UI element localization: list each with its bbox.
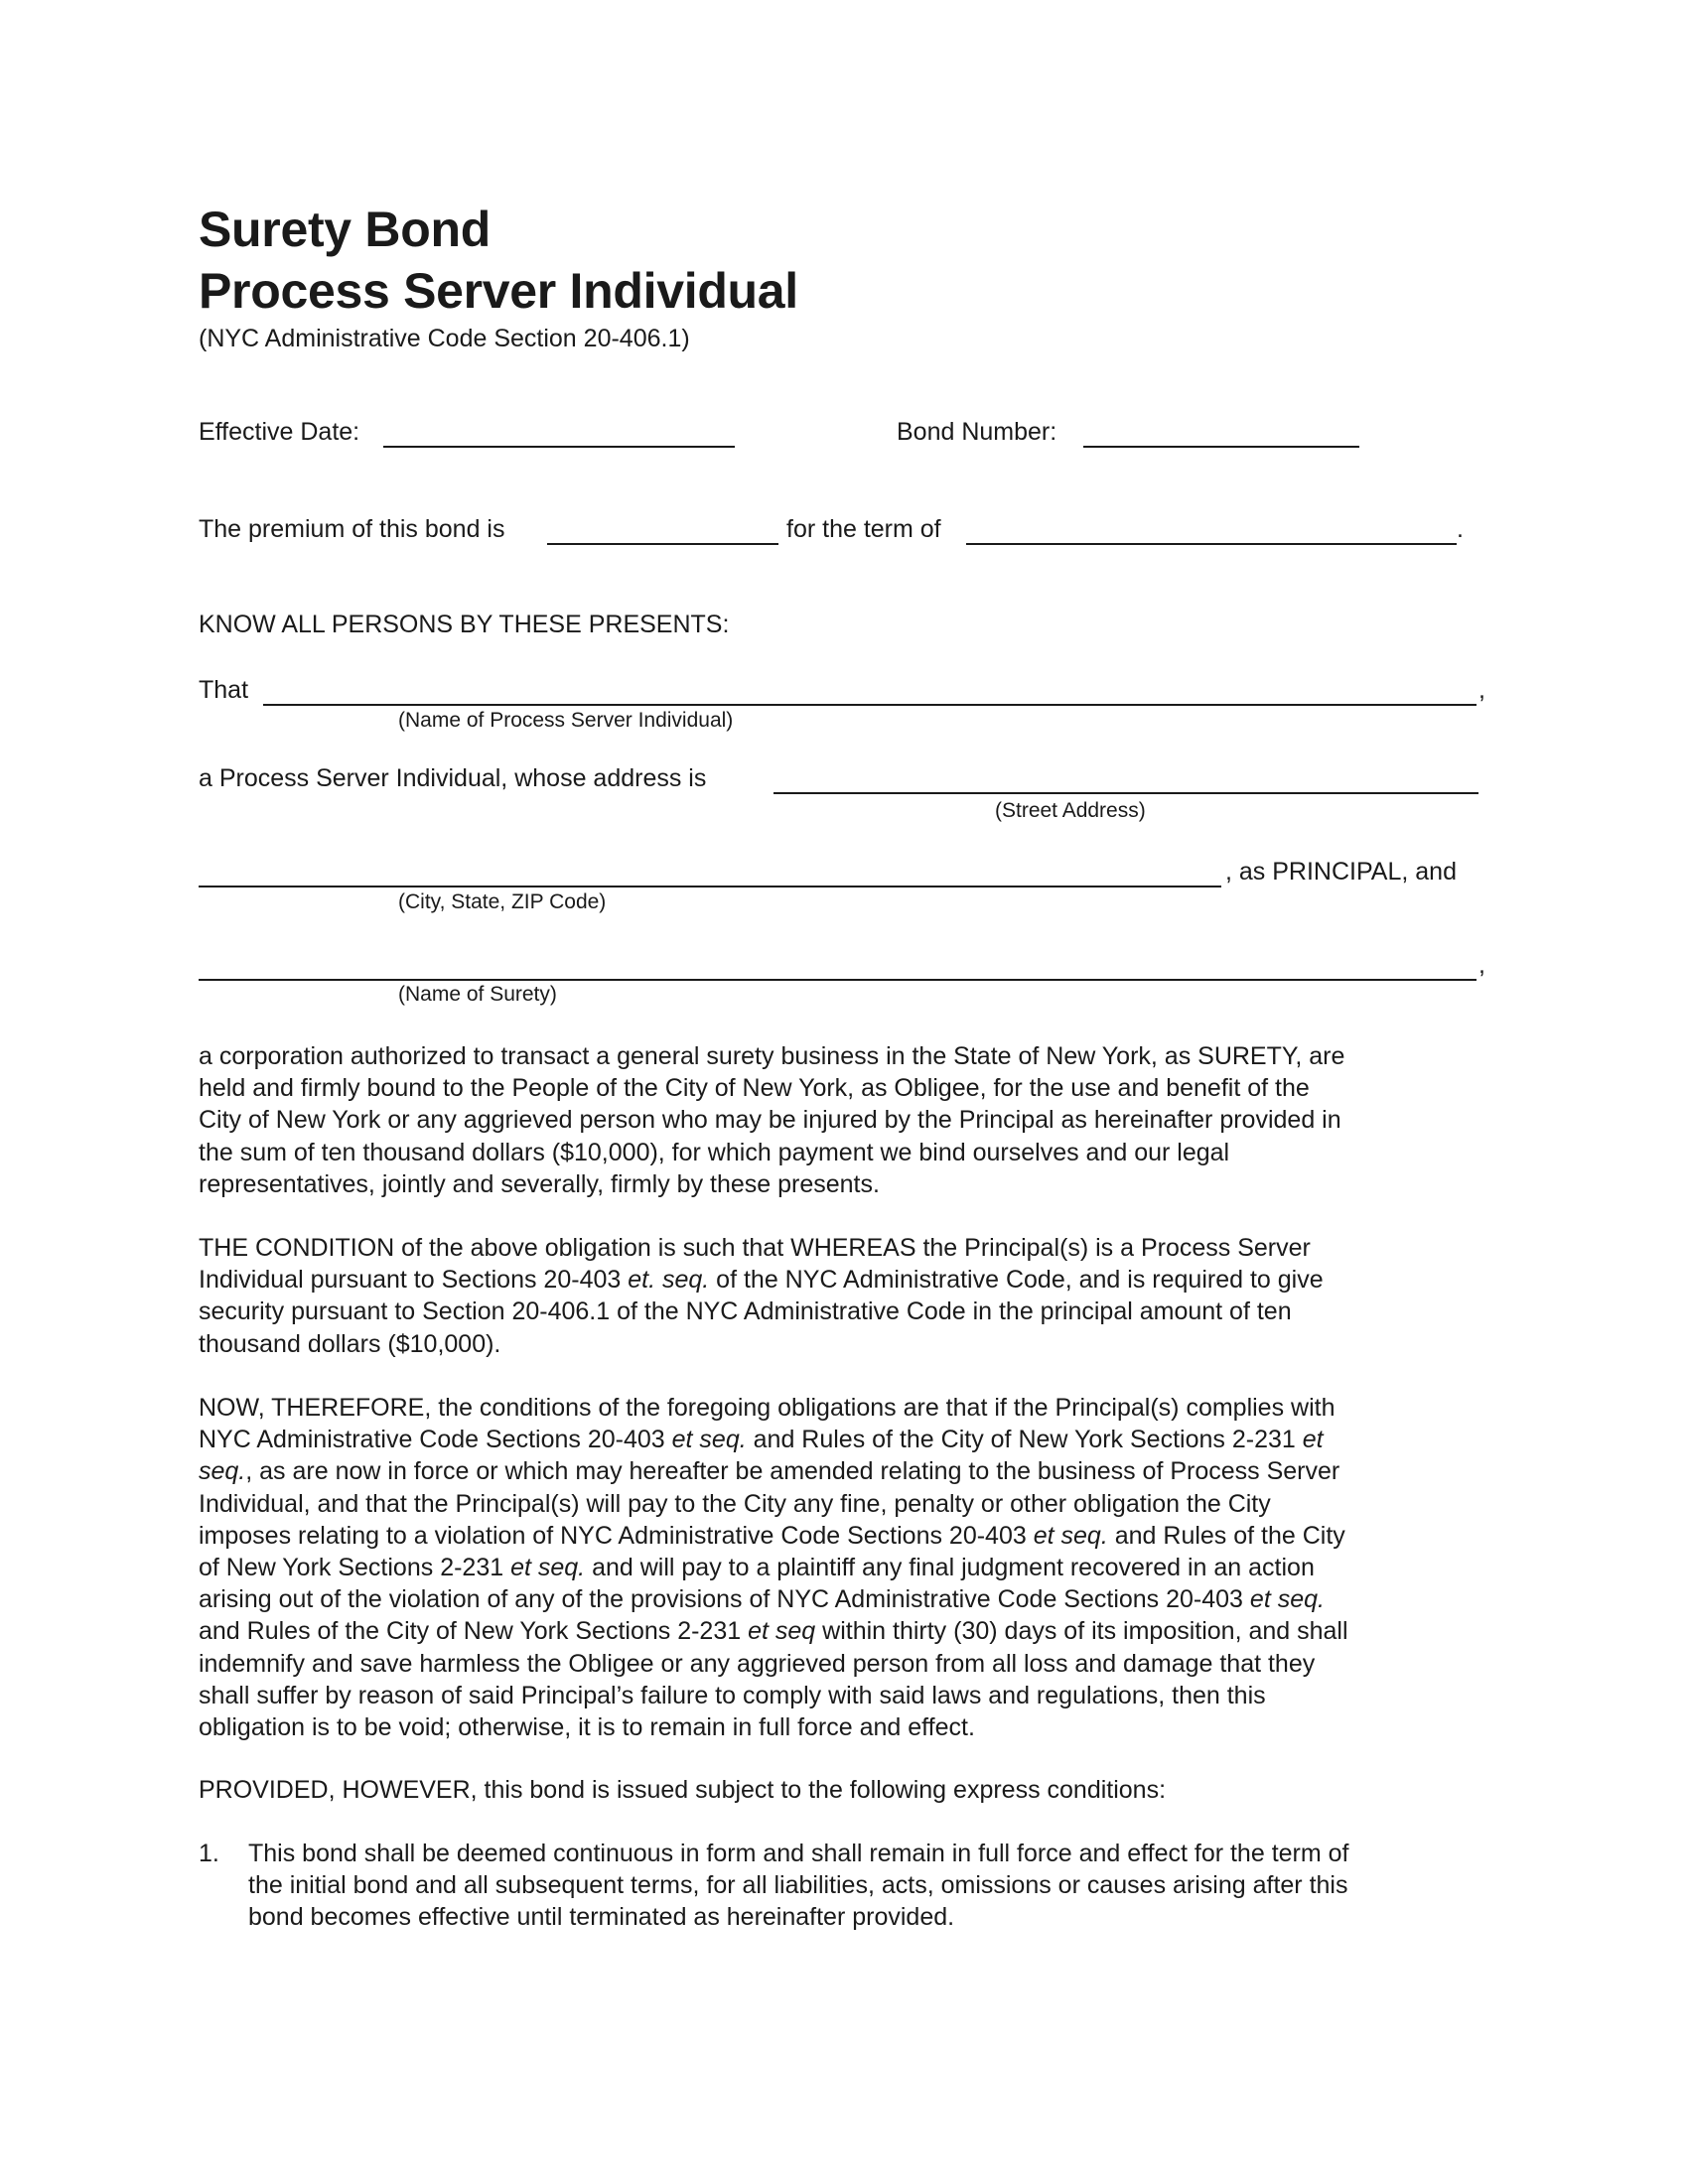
list-item-number: 1. [199,1840,219,1867]
effective-date-label: Effective Date: [199,418,360,446]
paragraph-line: THE CONDITION of the above obligation is such that WHEREAS the Principal(s) is a Process Server [199,1234,1311,1262]
bond-number-field[interactable] [1083,446,1359,448]
paragraph-line: thousand dollars ($10,000). [199,1329,501,1358]
street-address-field[interactable] [774,792,1478,794]
paragraph-line: the sum of ten thousand dollars ($10,000), for which payment we bind ourselves and our legal [199,1138,1230,1166]
city-state-zip-caption: (City, State, ZIP Code) [398,890,607,913]
name-comma: , [1478,676,1485,704]
bond-number-label: Bond Number: [897,418,1057,446]
address-label: a Process Server Individual, whose address is [199,764,707,792]
paragraph-line: of New York Sections 2-231 et seq. and will pay to a plaintiff any final judgment recovered in an action [199,1553,1315,1581]
paragraph-line: NOW, THEREFORE, the conditions of the foregoing obligations are that if the Principal(s) complies with [199,1394,1336,1422]
term-label: for the term of [786,515,941,543]
surety-name-caption: (Name of Surety) [398,983,557,1006]
document-title-line1: Surety Bond [199,202,491,257]
document-title-line2: Process Server Individual [199,263,798,319]
paragraph-line: indemnify and save harmless the Obligee or any aggrieved person from all loss and damage that they [199,1649,1316,1678]
premium-label: The premium of this bond is [199,515,505,543]
surety-name-field[interactable] [199,979,1477,981]
effective-date-field[interactable] [383,446,735,448]
street-address-caption: (Street Address) [995,799,1146,822]
paragraph-line: NYC Administrative Code Sections 20-403 et seq. and Rules of the City of New York Sections 2-231 et [199,1426,1324,1454]
premium-field[interactable] [547,543,778,545]
obligation-paragraph [199,1040,1489,1200]
paragraph-line: representatives, jointly and severally, firmly by these presents. [199,1169,880,1198]
paragraph-line: PROVIDED, HOWEVER, this bond is issued subject to the following express conditions: [199,1776,1167,1804]
list-item [248,1838,1489,1934]
process-server-name-caption: (Name of Process Server Individual) [398,709,734,732]
provided-however-paragraph [199,1774,1489,1806]
paragraph-line: security pursuant to Section 20-406.1 of the NYC Administrative Code in the principal amount of ten [199,1297,1292,1326]
paragraph-line: seq., as are now in force or which may hereafter be amended relating to the business of Process Server [199,1457,1340,1486]
list-item-line: bond becomes effective until terminated as hereinafter provided. [248,1903,955,1932]
paragraph-line: and Rules of the City of New York Sections 2-231 et seq within thirty (30) days of its imposition, and shall [199,1617,1348,1646]
city-state-zip-field[interactable] [199,886,1221,887]
paragraph-line: shall suffer by reason of said Principal’s failure to comply with said laws and regulations, then this [199,1681,1266,1709]
that-label: That [199,676,249,704]
list-item-line: the initial bond and all subsequent terms, for all liabilities, acts, omissions or causes arising after this [248,1871,1348,1900]
document-subtitle: (NYC Administrative Code Section 20-406.1) [199,325,690,352]
paragraph-line: obligation is to be void; otherwise, it is to remain in full force and effect. [199,1712,975,1741]
paragraph-line: Individual, and that the Principal(s) will pay to the City any fine, penalty or other obligation the City [199,1489,1271,1518]
term-field[interactable] [966,543,1457,545]
paragraph-line: City of New York or any aggrieved person who may be injured by the Principal as hereinafter provided in [199,1106,1341,1135]
paragraph-line: arising out of the violation of any of the provisions of NYC Administrative Code Sections 20-403 et seq. [199,1585,1325,1614]
paragraph-line: imposes relating to a violation of NYC Administrative Code Sections 20-403 et seq. and Rules of the City [199,1521,1345,1550]
condition-paragraph [199,1232,1489,1360]
paragraph-line: Individual pursuant to Sections 20-403 et. seq. of the NYC Administrative Code, and is required to give [199,1266,1324,1295]
paragraph-line: a corporation authorized to transact a general surety business in the State of New York, as SURETY, are [199,1042,1345,1070]
principal-suffix: , as PRINCIPAL, and [1225,858,1457,886]
process-server-name-field[interactable] [263,704,1477,706]
list-item-line: This bond shall be deemed continuous in form and shall remain in full force and effect for the term of [248,1840,1349,1867]
know-all-persons-heading: KNOW ALL PERSONS BY THESE PRESENTS: [199,611,730,638]
term-period: . [1457,515,1464,543]
surety-comma: , [1478,951,1485,979]
therefore-paragraph [199,1392,1489,1743]
paragraph-line: held and firmly bound to the People of the City of New York, as Obligee, for the use and benefit of the [199,1074,1310,1103]
